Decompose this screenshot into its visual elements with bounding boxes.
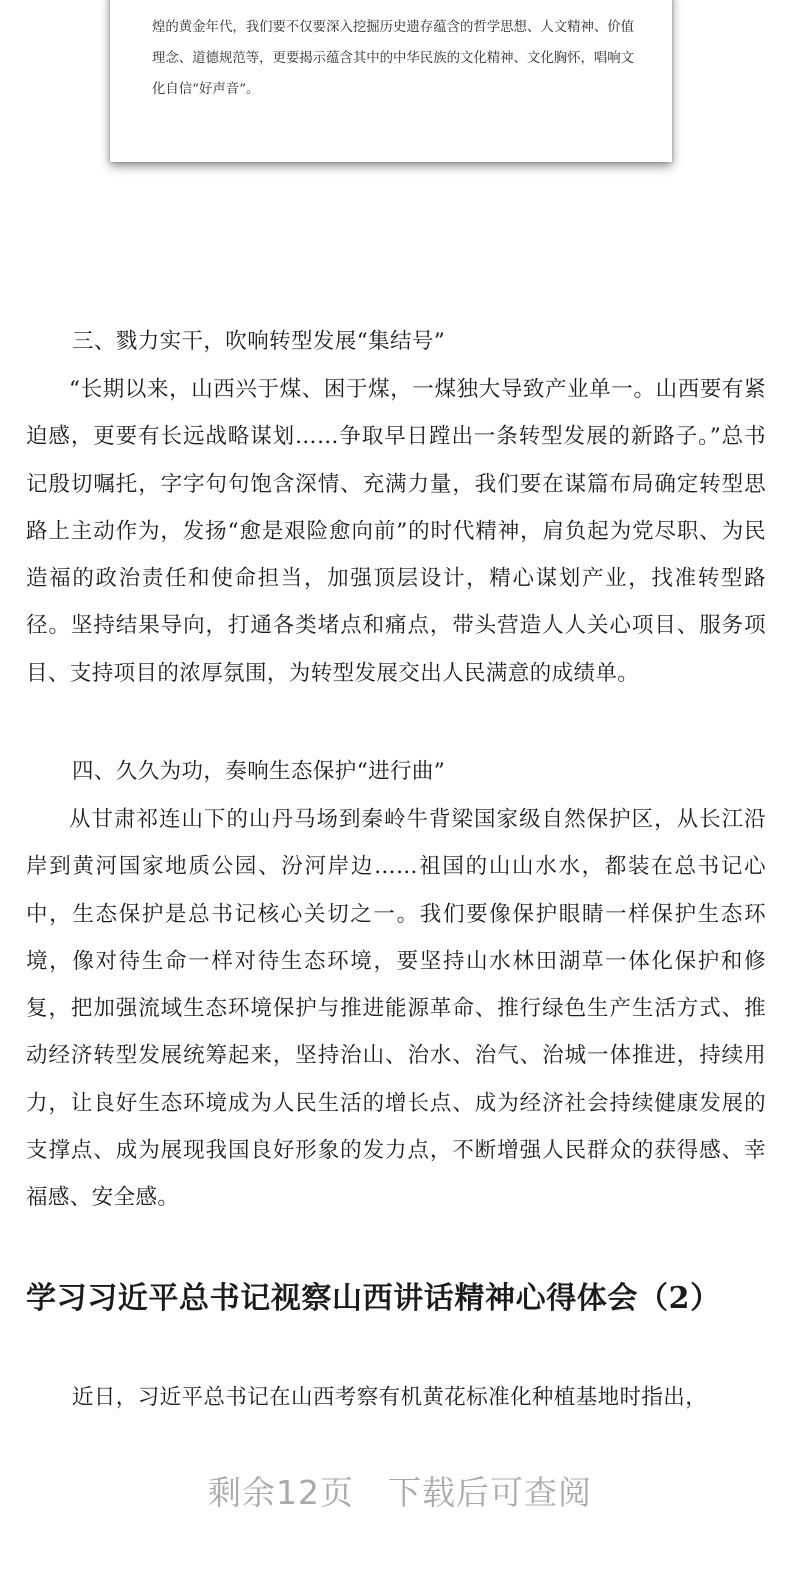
remaining-pages-label: 剩余12页: [208, 1473, 354, 1512]
article-2-title: 学习习近平总书记视察山西讲话精神心得体会（2）: [26, 1281, 721, 1316]
section-4-paragraph: 从甘肃祁连山下的山丹马场到秦岭牛背梁国家级自然保护区，从长江沿岸到黄河国家地质公园、汾河岸边……祖国的山山水水，都装在总书记心中，生态保护是总书记核心关切之一。我们要像保护眼睛一样保护生态环境，像对待生命一样对待生态环境，要坚持山水林田湖草一体化保护和修复，把加强流域生态环境保护与推进能源革命、推行绿色生产生活方式、推动经济转型发展统筹起来，坚持治山、治水、治气、治城一体推进，持续用力，让良好生态环境成为人民生活的增长点、成为经济社会持续健康发展的支撑点、成为展现我国良好形象的发力点，不断增强人民群众的获得感、幸福感、安全感。: [26, 807, 766, 1211]
download-prompt-banner[interactable]: [0, 1458, 800, 1528]
section-4-heading: 四、久久为功，奏响生态保护“进行曲”: [72, 759, 446, 784]
article-2-intro: 近日，习近平总书记在山西考察有机黄花标准化种植基地时指出，: [72, 1385, 708, 1410]
section-3-paragraph: “长期以来，山西兴于煤、困于煤，一煤独大导致产业单一。山西要有紧迫感，更要有长远战略谋划……争取早日蹚出一条转型发展的新路子。”总书记殷切嘱托，字字句句饱含深情、充满力量，我们要在谋篇布局确定转型思路上主动作为，发扬“愈是艰险愈向前”的时代精神，肩负起为党尽职、为民造福的政治责任和使命担当，加强顶层设计，精心谋划产业，找准转型路径。坚持结果导向，打通各类堵点和痛点，带头营造人人关心项目、服务项目、支持项目的浓厚氛围，为转型发展交出人民满意的成绩单。: [26, 377, 766, 686]
preview-paragraph: 煌的黄金年代，我们要不仅要深入挖掘历史遗存蕴含的哲学思想、人文精神、价值理念、道德规范等，更要揭示蕴含其中的中华民族的文化精神、文化胸怀，唱响文化自信“好声音”。: [152, 20, 635, 97]
section-3-heading: 三、戮力实干，吹响转型发展“集结号”: [72, 329, 446, 354]
preview-page-card: [110, 0, 672, 162]
download-to-read-label: 下载后可查阅: [388, 1473, 592, 1512]
